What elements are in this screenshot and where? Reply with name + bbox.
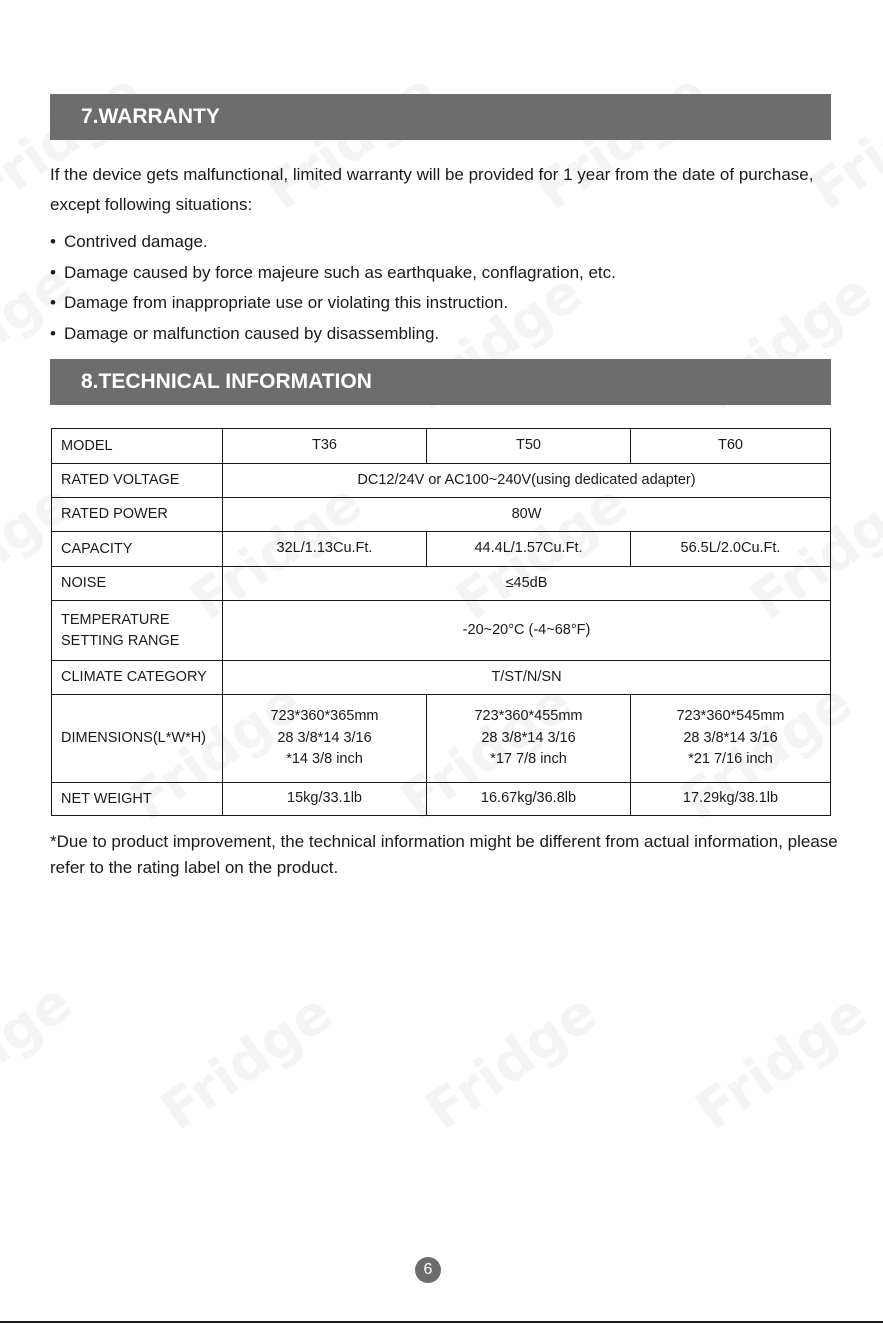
warranty-intro: If the device gets malfunctional, limited warranty will be provided for 1 year from the date of purchase, except following situations: xyxy=(50,165,814,214)
net-weight-cell: 16.67kg/36.8lb xyxy=(427,783,631,816)
table-row-rated-power xyxy=(52,498,831,532)
list-item: • Damage or malfunction caused by disassembling. xyxy=(50,319,616,350)
row-label: RATED POWER xyxy=(52,498,223,532)
rated-power-cell: 80W xyxy=(223,498,831,532)
row-label: MODEL xyxy=(52,429,223,464)
table-row-rated-voltage xyxy=(52,464,831,498)
list-item: • Damage caused by force majeure such as earthquake, conflagration, etc. xyxy=(50,258,616,289)
list-item: • Damage from inappropriate use or violating this instruction. xyxy=(50,288,616,319)
technical-spec-table xyxy=(51,428,831,816)
row-label: NET WEIGHT xyxy=(52,783,223,816)
page-bottom-rule xyxy=(0,1321,883,1323)
watermark xyxy=(684,980,878,1142)
warranty-exclusions-list xyxy=(50,227,616,349)
page-number: 6 xyxy=(415,1257,441,1283)
watermark xyxy=(414,980,608,1142)
warranty-heading: 7.WARRANTY xyxy=(81,105,220,128)
net-weight-cell: 15kg/33.1lb xyxy=(223,783,427,816)
capacity-cell: 56.5L/2.0Cu.Ft. xyxy=(631,532,831,567)
dimensions-cell: 723*360*365mm 28 3/8*14 3/16 *14 3/8 inch xyxy=(223,695,427,783)
climate-cell: T/ST/N/SN xyxy=(223,661,831,695)
row-label: CAPACITY xyxy=(52,532,223,567)
technical-heading: 8.TECHNICAL INFORMATION xyxy=(81,370,372,393)
net-weight-cell: 17.29kg/38.1lb xyxy=(631,783,831,816)
model-cell: T36 xyxy=(223,429,427,464)
bullet: • xyxy=(50,262,56,282)
bullet: • xyxy=(50,232,56,251)
row-label xyxy=(52,601,223,661)
row-label-line: SETTING RANGE xyxy=(61,632,180,649)
bullet: • xyxy=(50,293,56,312)
dimensions-cell: 723*360*545mm 28 3/8*14 3/16 *21 7/16 inch xyxy=(631,695,831,783)
watermark xyxy=(149,980,343,1142)
capacity-cell: 32L/1.13Cu.Ft. xyxy=(223,532,427,567)
table-row-noise xyxy=(52,567,831,601)
model-cell: T50 xyxy=(427,429,631,464)
model-cell: T60 xyxy=(631,429,831,464)
dimensions-cell: 723*360*455mm 28 3/8*14 3/16 *17 7/8 inch xyxy=(427,695,631,783)
noise-cell: ≤45dB xyxy=(223,567,831,601)
row-label: DIMENSIONS(L*W*H) xyxy=(52,695,223,783)
rated-voltage-cell: DC12/24V or AC100~240V(using dedicated adapter) xyxy=(223,464,831,498)
table-row-dimensions xyxy=(52,695,831,783)
technical-section-header xyxy=(50,359,831,405)
capacity-cell: 44.4L/1.57Cu.Ft. xyxy=(427,532,631,567)
table-row-temperature xyxy=(52,601,831,661)
row-label-line: TEMPERATURE xyxy=(61,611,170,628)
table-row-climate xyxy=(52,661,831,695)
row-label: RATED VOLTAGE xyxy=(52,464,223,498)
list-item: • Contrived damage. xyxy=(50,227,616,258)
temperature-cell: -20~20°C (-4~68°F) xyxy=(223,601,831,661)
table-row-model xyxy=(52,429,831,464)
table-row-net-weight xyxy=(52,783,831,816)
warranty-section-header xyxy=(50,94,831,140)
bullet: • xyxy=(50,323,56,343)
watermark xyxy=(0,970,83,1132)
row-label: CLIMATE CATEGORY xyxy=(52,661,223,695)
table-row-capacity xyxy=(52,532,831,567)
row-label: NOISE xyxy=(52,567,223,601)
technical-footnote: *Due to product improvement, the technical information might be different from actual information, please refer to the rating label on the product. xyxy=(50,832,838,877)
